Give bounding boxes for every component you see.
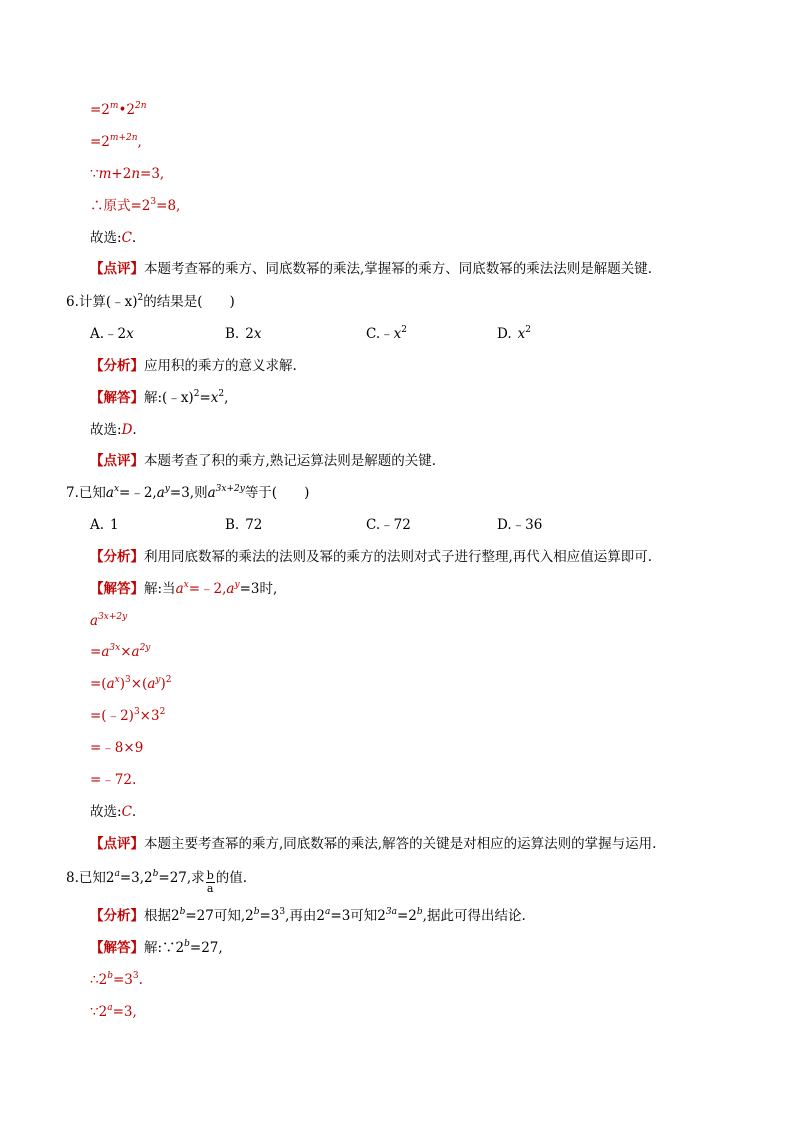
q6-option-a: A.﹣2x <box>90 326 134 342</box>
q7-option-b: B. 72 <box>225 517 263 533</box>
step-line-4: ∴原式$=2^3=8$, <box>90 197 181 214</box>
q7-answer: 【解答】解:当$a^x=﹣2,a^y=3$时, <box>90 580 278 597</box>
question-8-stem: 8.已知$2^a=3,2^b=27$,求 $\frac{b}{a}$ 的值. <box>66 869 248 895</box>
q7-step-1: $a^{3x+2y}$ <box>90 612 128 629</box>
q6-comment: 【点评】本题考查了积的乘方,熟记运算法则是解题的关键. <box>90 453 437 469</box>
q6-analysis: 【分析】应用积的乘方的意义求解. <box>90 358 297 374</box>
q7-analysis: 【分析】利用同底数幂的乘法的法则及幂的乘方的法则对式子进行整理,再代入相应值运算即可. <box>90 549 653 565</box>
question-6-stem: 6.计算(﹣x)$^2$的结果是( ) <box>66 293 235 310</box>
step-line-2: $=2^{m+2n}$, <box>90 133 142 150</box>
q8-step-1: $\therefore 2^b=3^3$. <box>90 971 143 988</box>
q6-choice: 故选:D. <box>90 422 137 438</box>
choice-line-q5: 故选:C. <box>90 230 137 246</box>
question-7-stem: 7.已知$a^x=﹣2,a^y=3$,则$a^{3x+2y}$等于( ) <box>66 484 310 501</box>
q6-answer: 【解答】解$:(﹣x)^2=x^2$, <box>90 389 229 406</box>
q7-choice: 故选:C. <box>90 804 137 820</box>
q7-step-5: =﹣8×9 <box>90 740 144 756</box>
q7-step-2: $=a^{3x}\times a^{2y}$ <box>90 643 151 660</box>
step-line-1: $=2^m•2^{2n}$ <box>90 101 147 118</box>
q8-answer: 【解答】解$:\because 2^b=27$, <box>90 939 223 956</box>
fraction-b-over-a: $\frac{b}{a}$ <box>206 869 214 895</box>
q6-option-c: $C.﹣x^2$ <box>366 325 407 342</box>
q6-option-d: D. $x^2$ <box>497 325 531 342</box>
q6-option-b: B. 2x <box>225 326 262 342</box>
q7-comment: 【点评】本题主要考查幂的乘方,同底数幂的乘法,解答的关键是对相应的运算法则的掌握与运用. <box>90 836 657 852</box>
step-line-3: ∵m+2n=3, <box>90 166 165 182</box>
comment-q5: 【点评】本题考查幂的乘方、同底数幂的乘法,掌握幂的乘方、同底数幂的乘法法则是解题关键. <box>90 261 653 277</box>
q7-option-a: A. 1 <box>90 517 119 533</box>
q7-step-6: =﹣72. <box>90 772 137 788</box>
q7-option-c: C.﹣72 <box>366 517 411 533</box>
q7-step-4: $=(﹣2)^3\times 3^2$ <box>90 707 166 724</box>
q8-step-2: $\because 2^a=3$, <box>90 1003 137 1020</box>
q8-analysis: 【分析】根据$2^b=27$可知$,2^b=3^3$,再由$2^a=3$可知$2^{3a}=2^b$,据此可得出结论. <box>90 907 526 924</box>
q7-option-d: D.﹣36 <box>497 517 543 533</box>
q7-step-3: $=(a^x)^3\times(a^y)^2$ <box>90 675 172 692</box>
